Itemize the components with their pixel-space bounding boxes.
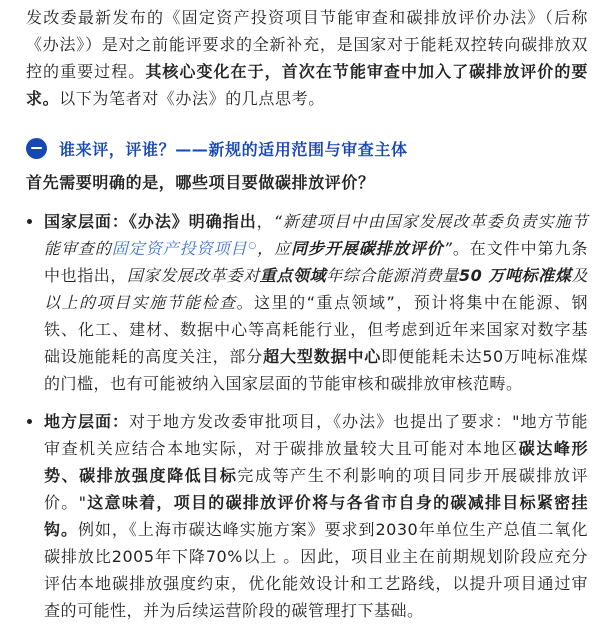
intro-bold-text: 其核心变化在于，首次在节能审查中加入了碳排放评价的要求。 [26, 62, 588, 108]
section-lead: 首先需要明确的是，哪些项目要做碳排放评价？ [26, 173, 375, 192]
bullet-list [26, 208, 588, 624]
bullet-dot [27, 219, 32, 224]
local-text-1: 对于地方发改委审批项目，《办法》也提出了要求："地方节能审查机关应结合本地实际，对于碳排放量较大且可能对本地区 [44, 412, 588, 458]
intro-text-1: 发改委最新发布的《固定资产投资项目节能审查和碳排放评价办法》（后称《办法》）是对之前能评要求的全新补充，是国家对于能耗双控转向碳排放双控的重要过程。 [26, 8, 588, 81]
national-quote-5: 年综合能源消费量 [326, 266, 459, 285]
national-quote-bold-3: 50 万吨标准煤 [459, 266, 572, 285]
national-quote-3: ” [443, 239, 453, 258]
local-bold-1: 碳达峰形势、碳排放强度降低目标 [44, 439, 588, 485]
section-heading [26, 135, 588, 161]
intro-text-2: 以下为笔者对《办法》的几点思考。 [59, 89, 325, 108]
national-text-4: 。这里的“重点领域”，预计将集中在能源、钢铁、化工、建材、数据中心等高耗能行业，但考虑到近年来国家对数字基础设施能耗的高度关注，部分 [44, 293, 588, 366]
list-item-national: 国家层面：《办法》明确指出，“新建项目中由国家发展改革委负责实施节能审查的固定资产投资项目○，应同步开展碳排放评价”。在文件中第九条中也指出，国家发展改革委对重点领域年综合能源消费量50 万吨标准煤及以上的项目实施节能检查。这里的“重点领域”，预计将集中在能源、钢铁、化工、建材、数据中心等高耗能行业，但考虑到近年来国家对数字基础设施能耗的高度关注，部分超大型数据中心即便能耗未达50万吨标准煤的门槛，也有可能被纳入国家层面的节能审核和碳排放审核范畴。 [26, 208, 588, 397]
bullet-dot [27, 419, 32, 424]
national-lead-text: 《办法》明确指出 [128, 212, 257, 231]
national-label: 国家层面： [44, 212, 129, 231]
local-text-2: 完成等产生不利影响的项目同步开展碳排放评价。" [44, 466, 588, 512]
national-quote-4: 国家发展改革委对 [127, 266, 260, 285]
national-quote-bold: 同步开展碳排放评价 [291, 239, 444, 258]
national-text-5: 即便能耗未达50万吨标准煤的门槛，也有可能被纳入国家层面的节能审核和碳排放审核范畴。 [44, 347, 588, 393]
minus-circle-icon [26, 138, 47, 159]
local-text-3: 例如，《上海市碳达峰实施方案》要求到2030年单位生产总值二氧化碳排放比2005年下降70%以上 。因此，项目业主在前期规划阶段应充分评估本地碳排放强度约束，优化能效设计和工艺路线，以提升项目通过审查的可能性，并为后续运营阶段的碳管理打下基础。 [44, 520, 588, 620]
intro-paragraph [26, 4, 588, 112]
national-quote-2: ，应 [256, 239, 292, 258]
national-comma: ， [256, 212, 274, 231]
local-bold-2: 这意味着，项目的碳排放评价将与各省市自身的碳减排目标紧密挂钩。 [44, 493, 588, 539]
national-quote-6: 及以上的项目实施节能检查 [44, 266, 588, 312]
national-text-3: 。在文件中第九条中也指出， [44, 239, 588, 285]
section-title: 谁来评，评谁？——新规的适用范围与审查主体 [59, 139, 408, 159]
national-bold-datacenter: 超大型数据中心 [263, 347, 382, 366]
investment-project-link[interactable]: 固定资产投资项目 [111, 239, 248, 258]
national-quote-1: “新建项目中由国家发展改革委负责实施节能审查的 [44, 212, 588, 258]
local-label: 地方层面： [44, 412, 130, 431]
national-quote-bold-2: 重点领域 [259, 266, 327, 285]
list-item-local [26, 408, 588, 624]
